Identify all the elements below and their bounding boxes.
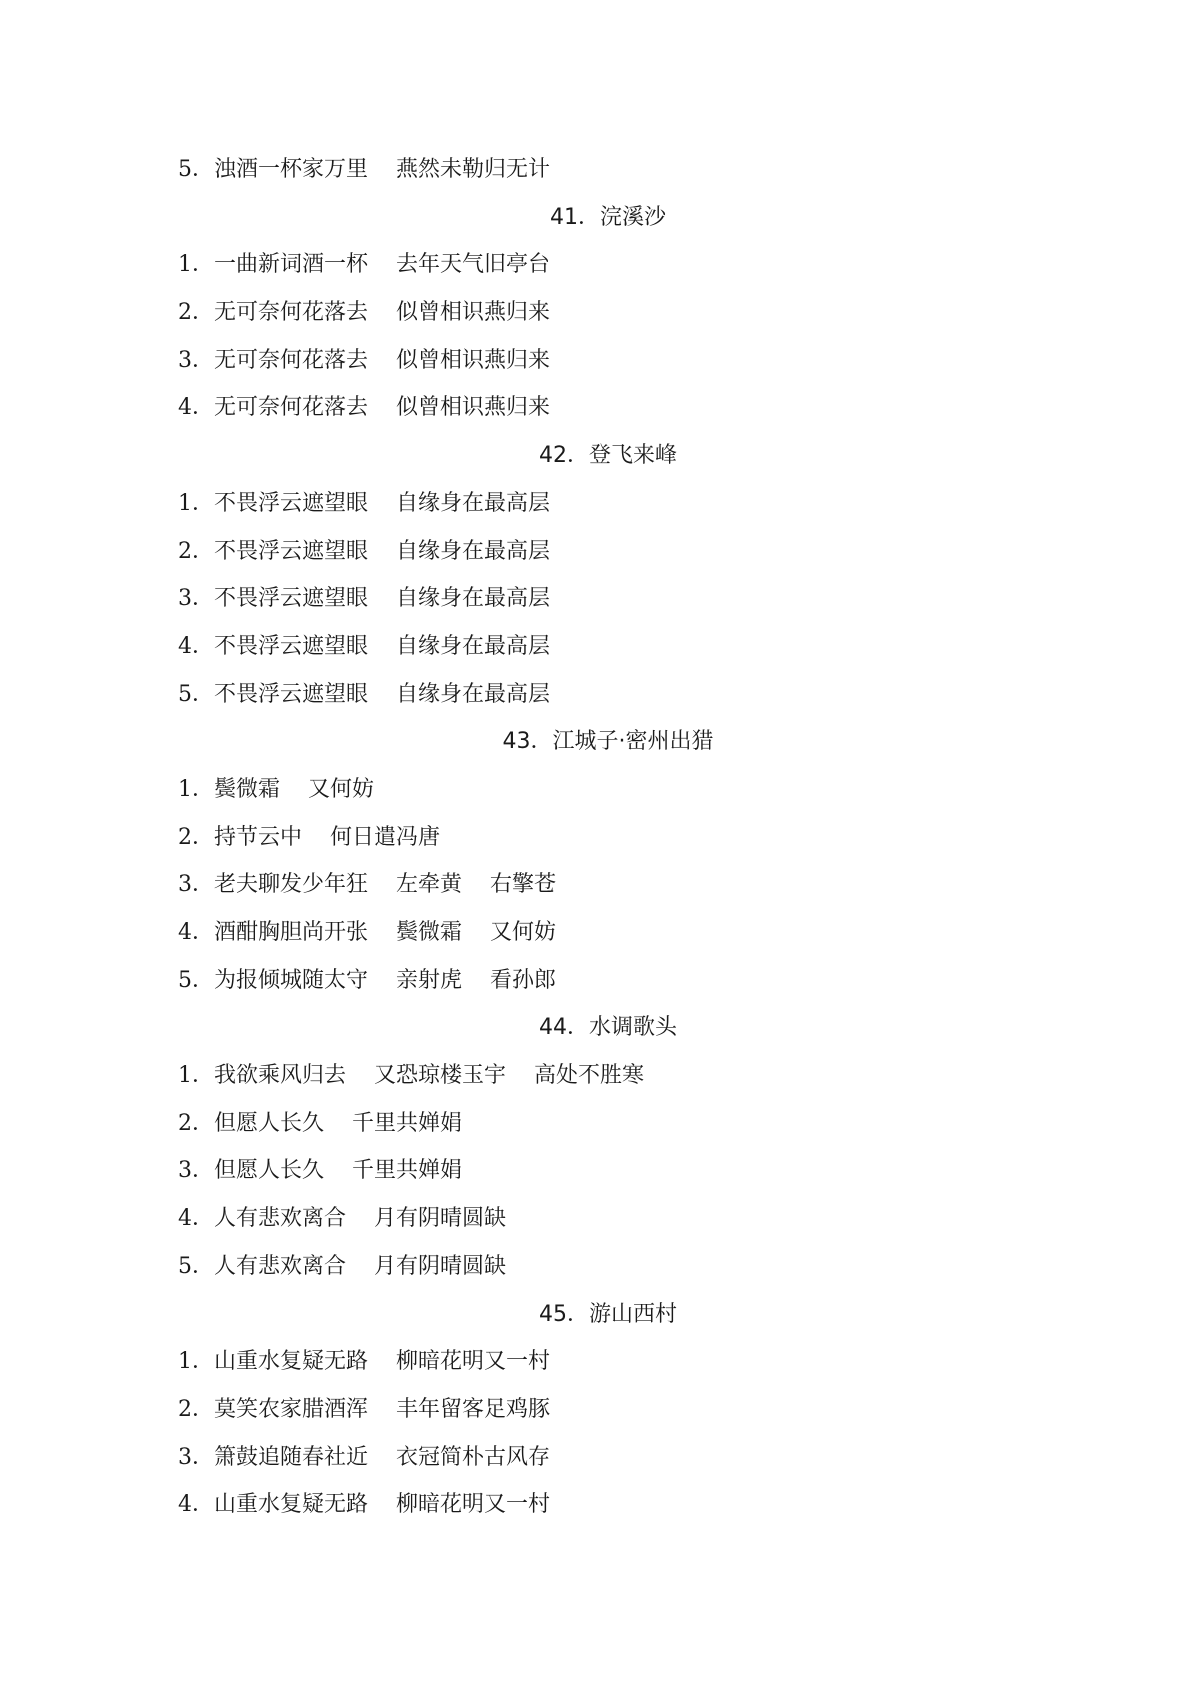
item-number: 2． [178,1396,214,1422]
item-text: 山重水复疑无路 柳暗花明又一村 [214,1349,550,1375]
item-number: 4． [178,633,214,659]
item-text: 不畏浮云遮望眼 自缘身在最高层 [214,633,550,659]
item-number: 1． [178,1063,214,1089]
item-number: 1． [178,252,214,278]
item-text: 为报倾城随太守 亲射虎 看孙郎 [214,967,556,993]
answer-item [178,1481,1038,1529]
answer-list [178,146,1038,1529]
item-text: 鬓微霜 又何妨 [214,776,374,802]
item-text: 老夫聊发少年狂 左牵黄 右擎苍 [214,872,556,898]
item-text: 我欲乘风归去 又恐琼楼玉宇 高处不胜寒 [214,1063,644,1089]
item-number: 2． [178,1110,214,1136]
item-number: 4． [178,1492,214,1518]
item-text: 人有悲欢离合 月有阴晴圆缺 [214,1253,506,1279]
answer-item [178,909,1038,957]
poem-title: 45．游山西村 [539,1301,677,1327]
item-number: 3． [178,872,214,898]
answer-item [178,480,1038,528]
item-number: 1． [178,490,214,516]
answer-item [178,623,1038,671]
answer-item [178,766,1038,814]
answer-item [178,241,1038,289]
item-number: 3． [178,1158,214,1184]
item-number: 4． [178,395,214,421]
item-text: 但愿人长久 千里共婵娟 [214,1158,462,1184]
poem-title: 41．浣溪沙 [550,204,666,230]
item-number: 1． [178,776,214,802]
item-text: 山重水复疑无路 柳暗花明又一村 [214,1492,550,1518]
item-text: 莫笑农家腊酒浑 丰年留客足鸡豚 [214,1396,550,1422]
item-number: 3． [178,586,214,612]
item-text: 持节云中 何日遣冯唐 [214,824,440,850]
item-number: 5． [178,157,214,182]
answer-item [178,957,1038,1005]
item-text: 无可奈何花落去 似曾相识燕归来 [214,300,550,326]
poem-title: 43．江城子·密州出猎 [502,729,714,755]
item-text: 不畏浮云遮望眼 自缘身在最高层 [214,681,550,707]
item-number: 4． [178,1206,214,1232]
answer-item [178,1434,1038,1482]
item-number: 2． [178,824,214,850]
poem-title: 44．水调歌头 [539,1015,677,1041]
poem-title: 42．登飞来峰 [539,443,677,469]
answer-item [178,814,1038,862]
item-text: 不畏浮云遮望眼 自缘身在最高层 [214,586,550,612]
answer-item [178,1386,1038,1434]
item-number: 4． [178,920,214,945]
answer-item [178,1195,1038,1243]
answer-item [178,1243,1038,1291]
answer-item [178,575,1038,623]
item-text: 箫鼓追随春社近 衣冠简朴古风存 [214,1444,550,1470]
item-text: 浊酒一杯家万里 燕然未勒归无计 [214,157,550,182]
item-number: 3． [178,347,214,373]
answer-item [178,1100,1038,1148]
answer-item [178,1338,1038,1386]
item-number: 3． [178,1444,214,1470]
item-number: 5． [178,1253,214,1279]
answer-item [178,671,1038,719]
item-text: 人有悲欢离合 月有阴晴圆缺 [214,1206,506,1232]
item-number: 5． [178,681,214,707]
item-text: 但愿人长久 千里共婵娟 [214,1110,462,1136]
item-text: 不畏浮云遮望眼 自缘身在最高层 [214,538,550,564]
answer-item [178,337,1038,385]
answer-item [178,1147,1038,1195]
item-number: 2． [178,300,214,326]
item-text: 不畏浮云遮望眼 自缘身在最高层 [214,490,550,516]
answer-item [178,384,1038,432]
answer-item [178,146,1038,194]
item-number: 2． [178,538,214,564]
item-text: 无可奈何花落去 似曾相识燕归来 [214,347,550,373]
item-text: 酒酣胸胆尚开张 鬓微霜 又何妨 [214,920,556,945]
answer-item [178,1052,1038,1100]
answer-item [178,289,1038,337]
item-number: 5． [178,967,214,993]
item-number: 1． [178,1349,214,1375]
item-text: 一曲新词酒一杯 去年天气旧亭台 [214,252,550,278]
answer-item [178,528,1038,576]
item-text: 无可奈何花落去 似曾相识燕归来 [214,395,550,421]
answer-item [178,861,1038,909]
